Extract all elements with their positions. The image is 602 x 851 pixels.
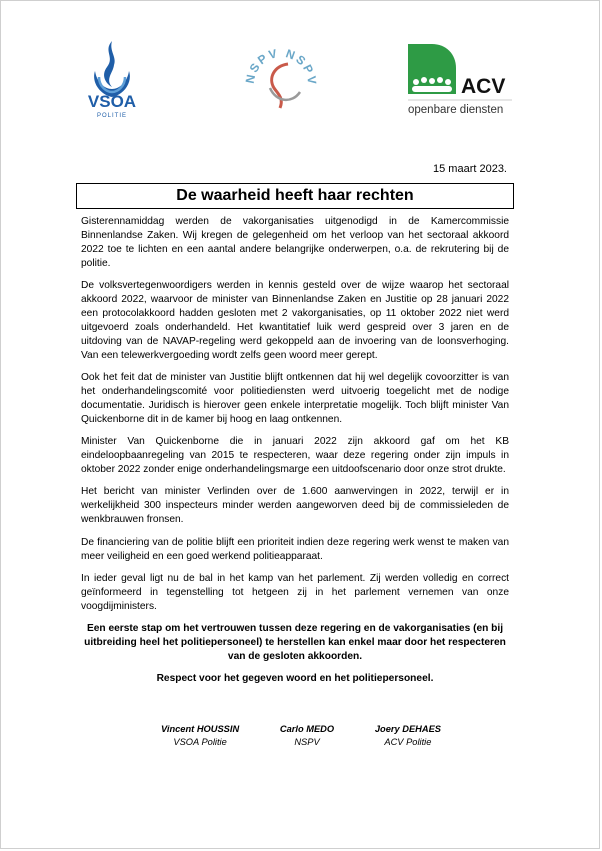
nspv-logo [244,44,318,114]
signatory-org: VSOA Politie [173,737,227,747]
paragraph: De financiering van de politie blijft een prioriteit indien deze regering werk wenst te maken van meer veiligheid en een goed werkend politieapparaat. [81,536,509,562]
paragraph: Minister Van Quickenborne die in januari 2022 zijn akkoord gaf om het KB eindeloopbaanregeling van 2015 te respecteren, waar deze regering onder zijn impuls in oktober 2022 zonder enige onderhandelingsmarge een uitdoofscenario door onze strot drukte. [81,436,509,475]
page-title: De waarheid heeft haar rechten [76,183,514,209]
vsoa-logo-subtext: POLITIE [96,113,128,119]
nspv-emblem-icon [244,44,318,114]
signature [161,723,239,749]
signatory-org: NSPV [294,737,320,747]
vsoa-flame-icon [79,37,145,123]
letter-date: 15 maart 2023. [433,163,507,175]
signatory-org: ACV Politie [384,737,432,747]
signature [280,723,334,749]
acv-logo [406,42,514,118]
paragraph: Gisterennamiddag werden de vakorganisaties uitgenodigd in de Kamercommissie Binnenlandse Zaken. Wij kregen de gelegenheid om het verloop van het sectoraal akkoord 2022 toe te lichten en een aantal andere belangrijke onderwerpen, o.a. de rekrutering bij de politie. [81,216,509,269]
vsoa-logo-text: VSOA [87,92,137,111]
closing-motto: Respect voor het gegeven woord en het politiepersoneel. [156,673,434,685]
signatory-name: Carlo MEDO [279,724,335,734]
paragraph: In ieder geval ligt nu de bal in het kamp van het parlement. Zij werden volledig en correct geïnformeerd in tegenstelling tot hetgeen zij in het parlement vernemen van onze voogdijministers. [81,572,509,612]
nspv-logo-text: NSPV NSPV [244,45,318,87]
signature-block [161,723,441,749]
signatory-name: Vincent HOUSSIN [161,724,240,734]
acv-logo-subtext: openbare diensten [408,104,504,116]
letter-body [81,215,509,695]
paragraph: De volksvertegenwoordigers werden in kennis gesteld over de wijze waarop het sectoraal akkoord 2022, waarvoor de minister van Binnenlandse Zaken en Justitie op 28 januari 2022 een protocolakkoord hadden gesloten met 2 vakorganisaties, op 11 oktober 2022 niet werd uitgevoerd zoals onderhandeld. Het kwantitatief luik werd gespreid over 3 jaren en de uitdoving van de NAVAP-regeling werd gekoppeld aan de invoering van de loonsverhoging. Van een telewerkvergoeding wordt zelfs geen woord meer gerept. [81,280,509,361]
closing-statement: Een eerste stap om het vertrouwen tussen deze regering en de vakorganisaties (en bij uitbreiding heel het politiepersoneel) te herstellen kan enkel maar door het respecteren van de gesloten akkoorden. [84,623,506,662]
vsoa-logo [79,37,145,123]
acv-block-icon [406,42,514,118]
signatory-name: Joery DEHAES [374,724,441,734]
paragraph: Ook het feit dat de minister van Justitie blijft ontkennen dat hij wel degelijk covoorzitter is van het onderhandelingscomité voor politiediensten werd uitvoerig toegelicht met de nodige documentatie. Juridisch is hierover geen enkele interpretatie mogelijk. Toch blijft minister Van Quickenborne dit in de kamer bij hoog en laag ontkennen. [81,372,509,425]
acv-logo-text: ACV [461,75,506,98]
signature [375,723,441,749]
paragraph: Het bericht van minister Verlinden over de 1.600 aanwervingen in 2022, terwijl er in werkelijkheid 300 inspecteurs minder werden aangeworven deed bij de commissieleden de wenkbrauwen fronsen. [81,486,509,526]
